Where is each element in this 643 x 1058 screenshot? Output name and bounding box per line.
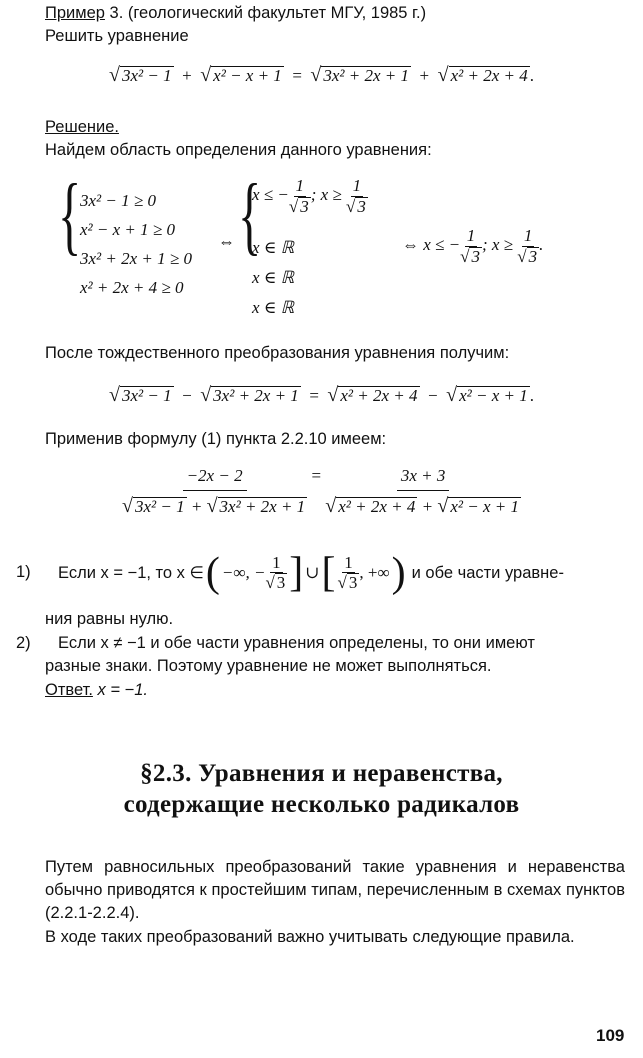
solution-text: Найдем область определения данного уравнения:: [45, 141, 432, 159]
period: .: [529, 386, 534, 405]
interval-1: −∞, −: [221, 563, 266, 582]
denominator: 3: [357, 196, 366, 216]
equals-sign: =: [311, 466, 322, 485]
item-1-line: [58, 548, 564, 598]
example-source: 3. (геологический факультет МГУ, 1985 г.): [104, 4, 427, 22]
fraction: $\frac{1}{√ 3}$: [460, 226, 480, 266]
item-1-number: 1): [16, 563, 31, 581]
condition-row: x² − x + 1 ≥ 0: [80, 220, 175, 239]
fraction: $\frac{1}{√ 3}$: [337, 552, 358, 593]
right-fraction: [325, 466, 521, 518]
answer-value: x = −1.: [92, 681, 148, 699]
left-fraction: [122, 466, 307, 518]
numerator: 1: [295, 176, 305, 195]
denominator: 3: [348, 573, 358, 593]
condition-row: x² + 2x + 4 ≥ 0: [80, 278, 184, 297]
fraction: $\frac{1}{√ 3}$: [265, 552, 286, 593]
eq1-term-3: 3x² + 2x + 1: [323, 66, 410, 85]
item-1-tail: и обе части уравне-: [411, 563, 564, 582]
result-part-2: ; x ≥: [481, 235, 513, 255]
fraction: $\frac{1}{√ 3}$: [288, 176, 309, 216]
formula-text: Применив формулу (1) пункта 2.2.10 имеем:: [45, 430, 387, 448]
equals-sign: =: [292, 66, 302, 85]
equivalence-arrow: ⇔: [218, 232, 235, 251]
answer-label: Ответ.: [45, 681, 93, 699]
page-number: 109: [596, 1026, 625, 1045]
section-title-line-1: §2.3. Уравнения и неравенства,: [140, 760, 503, 787]
equation-3: [0, 466, 643, 518]
minus-sign: −: [182, 386, 192, 405]
system-conditions: [80, 186, 192, 302]
result-part-1: ⇔ x ≤ −: [402, 235, 461, 255]
den-r2: x² − x + 1: [450, 496, 520, 516]
mid-row-1a: x ≤ −: [252, 185, 289, 205]
numerator: 1: [523, 226, 533, 245]
eq2-term-3: x² + 2x + 4: [340, 386, 418, 405]
example-label: Пример: [45, 4, 105, 22]
numerator: 1: [466, 226, 476, 245]
condition-row: 3x² − 1 ≥ 0: [80, 191, 156, 210]
minus-sign: −: [428, 386, 438, 405]
after-text: После тождественного преобразования уравнения получим:: [45, 344, 510, 362]
den-r1: x² + 2x + 4: [338, 496, 416, 516]
middle-brace: {: [238, 167, 262, 264]
plus-sign: +: [421, 496, 434, 516]
union-sign: ∪: [305, 563, 320, 582]
fraction: $\frac{1}{√ 3}$: [346, 176, 366, 216]
den-l1: 3x² − 1: [134, 496, 185, 516]
numerator: 1: [352, 176, 362, 195]
right-denominator: √ x² + 2x + 4 + √ x² − x + 1: [325, 494, 520, 517]
eq1-term-1: 3x² − 1: [121, 66, 172, 85]
denominator: 3: [528, 246, 538, 266]
paragraph-2: В ходе таких преобразований важно учитывать следующие правила.: [45, 928, 575, 946]
item-1-continuation: ния равны нулю.: [45, 610, 174, 628]
example-heading: [45, 4, 426, 23]
eq2-term-4: x² − x + 1: [459, 386, 528, 405]
open-bracket: [: [321, 550, 336, 596]
fraction: $\frac{1}{√ 3}$: [517, 226, 538, 266]
numerator: 1: [344, 552, 353, 572]
paragraph-1: Путем равносильных преобразований такие уравнения и неравенства обычно приводятся к простейшим типам, перечисленным в схемах пунктов (2.2.1-2.2.4).: [45, 858, 625, 922]
period: .: [539, 235, 544, 255]
equation-1: √ 3x² − 1 + √ x² − x + 1 = √ 3x² + 2x + 1 + √ x² + 2x + 4 .: [108, 64, 534, 86]
eq2-term-1: 3x² − 1: [121, 386, 172, 405]
den-l2: 3x² + 2x + 1: [219, 496, 306, 516]
item-2-line-1: Если x ≠ −1 и обе части уравнения определены, то они имеют: [58, 634, 535, 652]
denominator: 3: [300, 196, 309, 216]
eq1-term-4: x² + 2x + 4: [450, 66, 528, 85]
eq1-term-2: x² − x + 1: [213, 66, 282, 85]
task-text: Решить уравнение: [45, 27, 189, 45]
numerator: 1: [272, 552, 281, 572]
interval-2: , +∞: [359, 563, 390, 582]
close-paren: ): [391, 550, 406, 596]
period: .: [529, 66, 534, 85]
mid-row-3: x ∈ ℝ: [252, 268, 295, 287]
answer: [45, 681, 148, 700]
plus-sign: +: [182, 66, 192, 85]
equation-2: √ 3x² − 1 − √ 3x² + 2x + 1 = √ x² + 2x + 4 − √ x² − x + 1 .: [108, 384, 534, 406]
system-result: [402, 226, 543, 266]
eq2-term-2: 3x² + 2x + 1: [213, 386, 299, 405]
item-2-line-2: разные знаки. Поэтому уравнение не может выполняться.: [45, 657, 492, 675]
section-title-line-2: содержащие несколько радикалов: [123, 791, 520, 818]
right-numerator: 3x + 3: [397, 466, 450, 491]
left-denominator: √ 3x² − 1 + √ 3x² + 2x + 1: [121, 494, 306, 517]
denominator: 3: [276, 573, 286, 593]
denominator: 3: [471, 246, 480, 266]
mid-row-4: x ∈ ℝ: [252, 298, 295, 317]
close-bracket: ]: [289, 550, 304, 596]
mid-row-1: [252, 176, 368, 216]
item-1-text: Если x = −1, то x ∈: [58, 564, 204, 582]
mid-row-1b: ; x ≥: [310, 185, 342, 205]
plus-sign: +: [190, 496, 203, 516]
mid-row-2: x ∈ ℝ: [252, 238, 295, 257]
left-numerator: −2x − 2: [183, 466, 247, 491]
plus-sign: +: [419, 66, 430, 85]
open-paren: (: [205, 550, 220, 596]
left-brace: {: [58, 167, 82, 264]
equals-sign: =: [309, 386, 319, 405]
item-2-number: 2): [16, 634, 31, 652]
condition-row: 3x² + 2x + 1 ≥ 0: [80, 249, 192, 268]
solution-label: Решение.: [45, 118, 119, 136]
